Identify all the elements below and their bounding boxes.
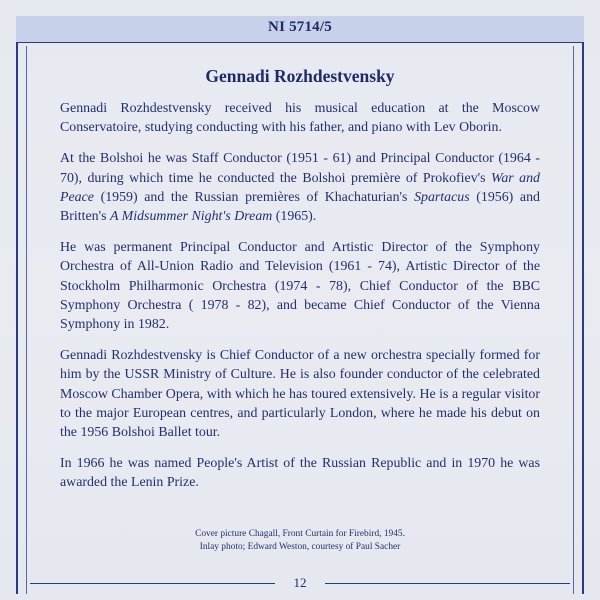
title-war-and-peace: War and Peace	[60, 170, 540, 205]
paragraph-education: Gennadi Rozhdestvensky received his musical education at the Moscow Conservatoire, studying conducting with his father, and piano with Lev Oborin.	[60, 101, 540, 136]
title-spartacus: Spartacus	[414, 189, 470, 205]
inlay-credit: Inlay photo; Edward Weston, courtesy of Paul Sacher	[199, 541, 401, 552]
title-midsummer-nights-dream: A Midsummer Night's Dream	[109, 209, 273, 225]
paragraph-honours: In 1966 he was named People's Artist of the Russian Republic and in 1970 he was awarded the Lenin Prize.	[60, 456, 540, 491]
article-body	[60, 99, 540, 505]
image-credits	[0, 528, 600, 553]
paragraph-bolshoi	[60, 149, 540, 226]
paragraph-bolshoi-text-a: At the Bolshoi he was Staff Conductor (1951 - 61) and Principal Conductor (1964 - 70), during which time he conducted the Bolshoi première of Prokofiev's	[60, 151, 540, 186]
paragraph-bolshoi-text-d: (1965).	[272, 209, 317, 225]
page-footer	[30, 575, 570, 591]
paragraph-bolshoi-text-c: (1956) and Britten's	[60, 189, 540, 225]
page-number: 12	[293, 575, 307, 590]
paragraph-bolshoi-text-b: (1959) and the Russian premières of Khachaturian's	[93, 189, 415, 205]
paragraph-appointments: He was permanent Principal Conductor and Artistic Director of the Symphony Orchestra of All-Union Radio and Television (1961 - 74), Artistic Director of the Stockholm Philharmonic Orchestra (1974 - 78), Chief Conductor of the BBC Symphony Orchestra ( 1978 - 82), and became Chief Conductor of the Vienna Symphony in 1982.	[60, 240, 540, 333]
footer-rule-right	[325, 583, 570, 584]
cover-credit: Cover picture Chagall, Front Curtain for Firebird, 1945.	[195, 529, 405, 539]
catalog-number: NI 5714/5	[268, 19, 332, 35]
paragraph-new-orchestra: Gennadi Rozhdestvensky is Chief Conductor of a new orchestra specially formed for him by the USSR Ministry of Culture. He is also founder conductor of the celebrated Moscow Chamber Opera, with which he has toured extensively. He is a regular visitor to the major European centres, and particularly London, where he made his debut on the 1956 Bolshoi Ballet tour.	[60, 348, 540, 441]
article-title: Gennadi Rozhdestvensky	[205, 66, 395, 86]
